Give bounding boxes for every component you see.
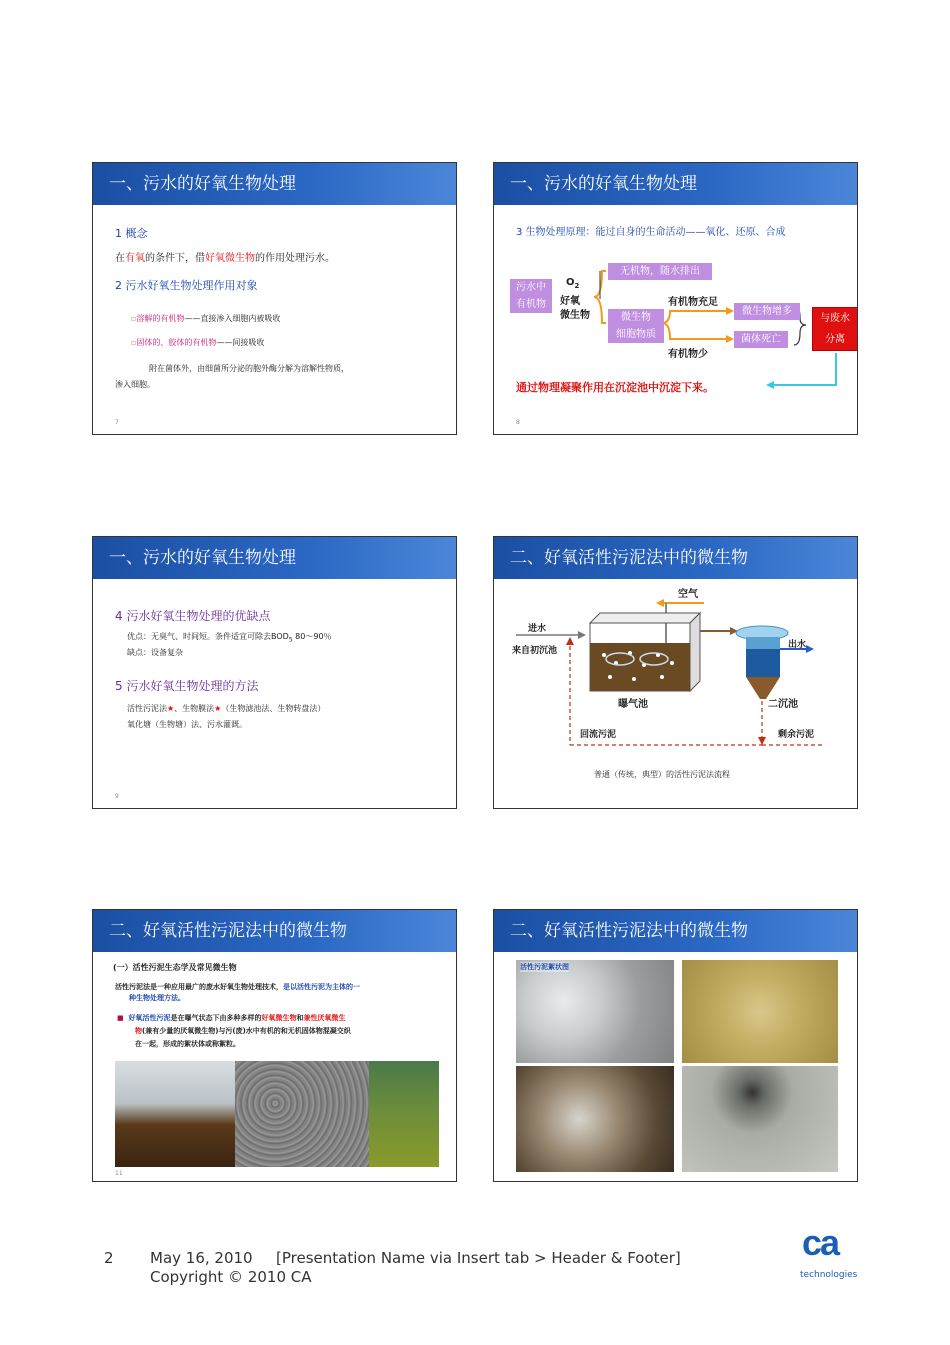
heading-pros-cons: 4 污水好氧生物处理的优缺点: [115, 609, 271, 623]
slide-12: [493, 909, 858, 1182]
slide-8: [493, 162, 858, 435]
microscope-image-2: [682, 960, 838, 1063]
methods-line1: 活性污泥法★、生物膜法★（生物滤池法、生物转盘法）: [127, 704, 326, 713]
slide-title: 一、污水的好氧生物处理: [93, 163, 456, 205]
air-label: 空气: [678, 589, 698, 600]
slide-7: [92, 162, 457, 435]
heading-methods: 5 污水好氧生物处理的方法: [115, 679, 259, 693]
floc-image-label: 活性污泥絮状图: [520, 963, 569, 971]
o2-label: $O_2$: [566, 277, 580, 290]
ca-logo-subtitle: technologies: [800, 1270, 858, 1280]
definition-paragraph: 活性污泥法是一种应用最广的废水好氧生物处理技术，是以活性污泥为主体的一 种生物处理方法。: [115, 983, 360, 1002]
cell-death-box: 菌体死亡: [734, 331, 788, 348]
inorganic-box: 无机物，随水排出: [608, 263, 712, 280]
slide-title: 二、好氧活性污泥法中的微生物: [93, 910, 456, 952]
slide-11: [92, 909, 457, 1182]
microscope-image-4: [682, 1066, 838, 1172]
separation-box: 与废水 分离: [812, 307, 858, 351]
heading-targets: 2 污水好氧生物处理作用对象: [115, 279, 258, 292]
slide-number: 9: [115, 793, 119, 800]
explanation-line1: 附在菌体外，由细菌所分泌的胞外酶分解为溶解性物质，: [149, 364, 349, 373]
methods-line2: 氧化塘（生物塘）法、污水灌溉。: [127, 720, 247, 729]
slide-title: 一、污水的好氧生物处理: [494, 163, 857, 205]
subsection-heading: (一）活性污泥生态学及常见微生物: [113, 963, 237, 972]
outflow-label: 出水: [788, 640, 807, 650]
aerobe-label: 好氧 微生物: [560, 296, 590, 321]
inflow-label: 进水: [528, 624, 547, 634]
sludge-floc-closeup-photo: [235, 1061, 369, 1167]
cell-matter-box: 微生物 细胞物质: [608, 309, 664, 343]
diagram-caption: 普通（传统，典型）的活性污泥法流程: [594, 770, 730, 779]
excess-sludge-label: 剩余污泥: [778, 730, 815, 740]
footer-copyright: Copyright © 2010 CA: [150, 1268, 312, 1286]
sewage-organic-box: 污水中 有机物: [510, 279, 552, 313]
heading-concept: 1 概念: [115, 227, 148, 240]
secondary-clarifier-label: 二沉池: [768, 699, 798, 710]
floc-paragraph: ■ 好氧活性污泥是在曝气状态下由多种多样的好氧微生物和兼性厌氧微生 物(兼有少量的厌氧微生物)与污(废)水中有机的和无机固体物混凝交织 在一起，形成的絮状体或称絮粒。: [117, 1014, 351, 1048]
organic-little-label: 有机物少: [668, 349, 708, 360]
bullet-dissolved: ▫溶解的有机物——直接渗入细胞内被吸收: [131, 314, 281, 323]
aeration-tank-label: 曝气池: [618, 699, 648, 710]
footer-date: May 16, 2010: [150, 1249, 253, 1267]
footer-presentation-name: [Presentation Name via Insert tab > Header & Footer]: [276, 1249, 681, 1267]
slide-title: 二、好氧活性污泥法中的微生物: [494, 537, 857, 579]
microscope-image-3: [516, 1066, 674, 1172]
slide-9: [92, 536, 457, 809]
definition: 在有氧的条件下，借好氧微生物的作用处理污水。: [115, 253, 335, 264]
sludge-beaker-photo: [115, 1061, 235, 1167]
advantages: 优点：无臭气、时间短。条件适宜可除去$BOD_5$ 80～90％: [127, 632, 332, 644]
principle-heading: 3 生物处理原理：能过自身的生命活动——氧化、还原、合成: [516, 227, 786, 238]
slide-10: [493, 536, 858, 809]
from-primary-label: 来自初沉池: [512, 646, 558, 656]
slide-number: 8: [516, 419, 520, 426]
ca-logo: ca: [802, 1222, 839, 1263]
organic-enough-label: 有机物充足: [668, 297, 718, 308]
slide-number: 11: [115, 1170, 123, 1177]
explanation-line2: 渗入细胞。: [115, 380, 155, 389]
slide-number: 7: [115, 419, 119, 426]
slide-title: 二、好氧活性污泥法中的微生物: [494, 910, 857, 952]
disadvantages: 缺点：设备复杂: [127, 648, 183, 657]
microbe-increase-box: 微生物增多: [734, 303, 800, 320]
sludge-flask-photo: [369, 1061, 439, 1167]
settle-note: 通过物理凝聚作用在沉淀池中沉淀下来。: [516, 381, 714, 394]
slide-title: 一、污水的好氧生物处理: [93, 537, 456, 579]
footer-page-number: 2: [104, 1249, 114, 1267]
microscope-image-1: [516, 960, 674, 1063]
bullet-solid: ▫固体的、胶体的有机物——间接吸收: [131, 338, 265, 347]
return-sludge-label: 回流污泥: [580, 730, 617, 740]
